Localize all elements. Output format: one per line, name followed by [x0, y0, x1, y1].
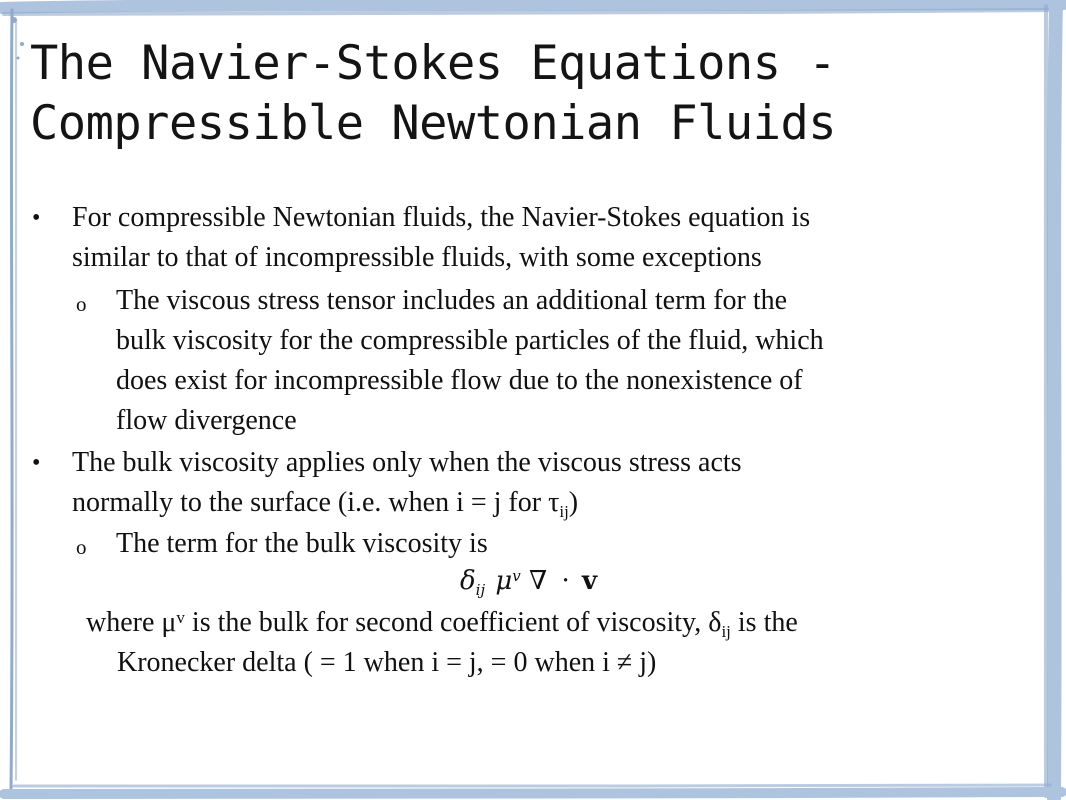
bullet-text — [72, 198, 810, 278]
title-line-1: The Navier-Stokes Equations - — [30, 36, 837, 91]
formula-dot: · — [561, 566, 570, 596]
bullet-marker: • — [32, 450, 41, 476]
tau-subscript: ij — [559, 502, 569, 521]
bullet-marker: • — [32, 205, 41, 231]
sub-bullet-marker: o — [76, 292, 87, 316]
delta-subscript: ij — [721, 622, 731, 641]
bullet-line-text: ) — [568, 487, 579, 518]
bullet-line-text: normally to the surface (i.e. when i = j for τ — [72, 487, 560, 518]
formula-delta: δ — [460, 566, 476, 596]
mu-superscript: v — [176, 608, 185, 627]
bullet-line: The bulk viscosity applies only when the viscous stress acts — [72, 447, 742, 478]
sub-bullet-line: The term for the bulk viscosity is — [116, 528, 488, 559]
title-line-2: Compressible Newtonian Fluids — [30, 96, 837, 152]
sub-bullet-line: does exist for incompressible flow due to the nonexistence of — [116, 365, 803, 396]
formula-mu: μ — [495, 566, 513, 596]
bullet-line: For compressible Newtonian fluids, the Navier-Stokes equation is — [72, 202, 811, 233]
slide-title — [30, 34, 1040, 154]
sub-bullet-line: The viscous stress tensor includes an additional term for the — [116, 285, 788, 316]
bullet-line: similar to that of incompressible fluids, with some exceptions — [72, 242, 762, 273]
formula-vector: v — [581, 566, 598, 596]
where-line — [86, 603, 1046, 643]
bullet-text — [72, 443, 742, 523]
sub-bullet-marker: o — [76, 535, 87, 559]
formula-mu-superscript: v — [512, 567, 521, 585]
bullet-line — [72, 483, 742, 523]
where-paragraph — [86, 603, 1046, 683]
formula-delta-subscript: ij — [475, 581, 486, 599]
formula-nabla: ∇ — [529, 566, 548, 596]
where-text: is the bulk for second coefficient of viscosity, δ — [184, 607, 722, 638]
sub-bullet-text — [116, 281, 824, 441]
sub-bullet-line: flow divergence — [116, 405, 297, 436]
sub-bullet-line: bulk viscosity for the compressible particles of the fluid, which — [116, 325, 824, 356]
where-line: Kronecker delta ( = 1 when i = j, = 0 when i ≠ j) — [117, 647, 657, 678]
where-text: where μ — [86, 607, 177, 638]
where-text: is the — [730, 607, 798, 638]
sub-bullet-text — [116, 524, 488, 564]
bulk-viscosity-formula — [460, 566, 630, 602]
